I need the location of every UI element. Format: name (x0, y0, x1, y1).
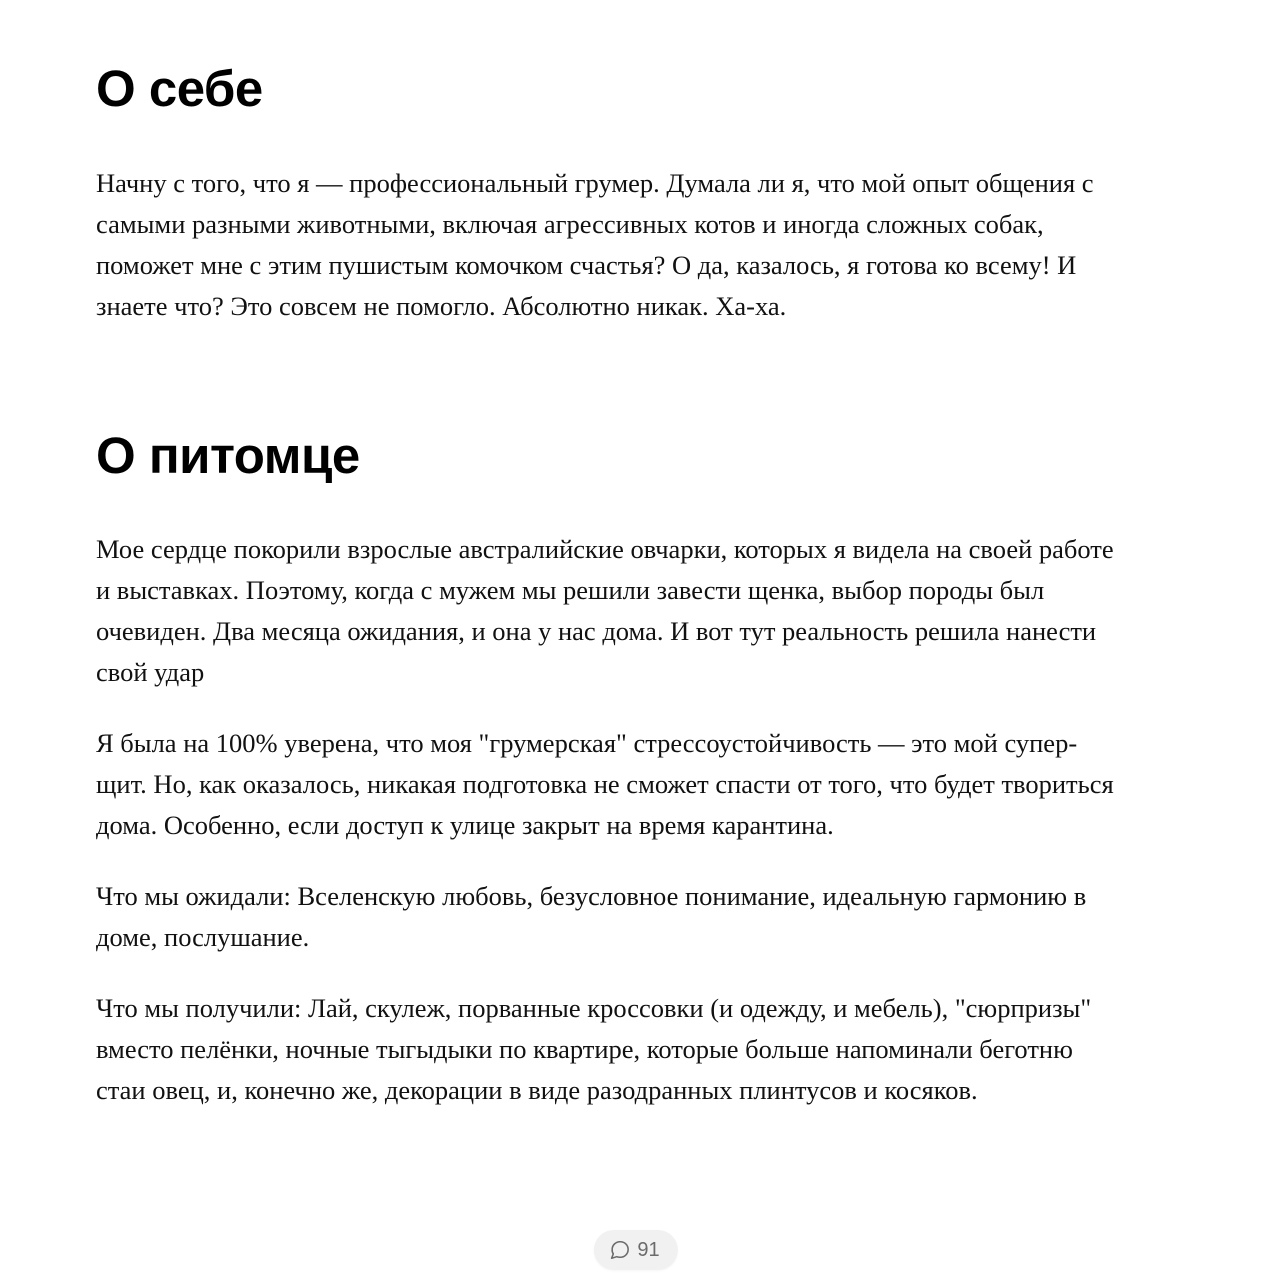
section-about-author (96, 60, 1175, 327)
paragraph: Что мы получили: Лай, скулеж, порванные кроссовки (и одежду, и мебель), "сюрпризы" вместо пелёнки, ночные тыгыдыки по квартире, которые больше напоминали беготню стаи овец, и, конечно же, декорации в виде разодранных плинтусов и косяков. (96, 993, 1092, 1106)
comments-button[interactable] (593, 1230, 677, 1270)
comment-count: 91 (637, 1238, 660, 1261)
paragraph: Мое сердце покорили взрослые австралийские овчарки, которых я видела на своей работе и выставках. Поэтому, когда с мужем мы решили завести щенка, выбор породы был очевиден. Два месяца ожидания, и она у нас дома. И вот тут реальность решила нанести свой удар (96, 534, 1114, 688)
paragraph: Начну с того, что я — профессиональный грумер. Думала ли я, что мой опыт общения с самыми разными животными, включая агрессивных котов и иногда сложных собак, поможет мне с этим пушистым комочком счастья? О да, казалось, я готова ко всему! И знаете что? Это совсем не помогло. Абсолютно никак. Ха-ха. (96, 167, 1094, 321)
paragraph: Я была на 100% уверена, что моя "грумерская" стрессоустойчивость — это мой супер-щит. Но, как оказалось, никакая подготовка не сможет спасти от того, что будет твориться дома. Особенно, если доступ к улице закрыт на время карантина. (96, 728, 1114, 841)
section-heading-about-author: О себе (96, 60, 263, 117)
section-about-pet (96, 427, 1175, 1112)
paragraph: Что мы ожидали: Вселенскую любовь, безусловное понимание, идеальную гармонию в доме, послушание. (96, 881, 1087, 953)
section-spacer (96, 327, 1175, 427)
comment-bubble-icon (608, 1239, 630, 1261)
section-heading-about-pet: О питомце (96, 426, 360, 484)
